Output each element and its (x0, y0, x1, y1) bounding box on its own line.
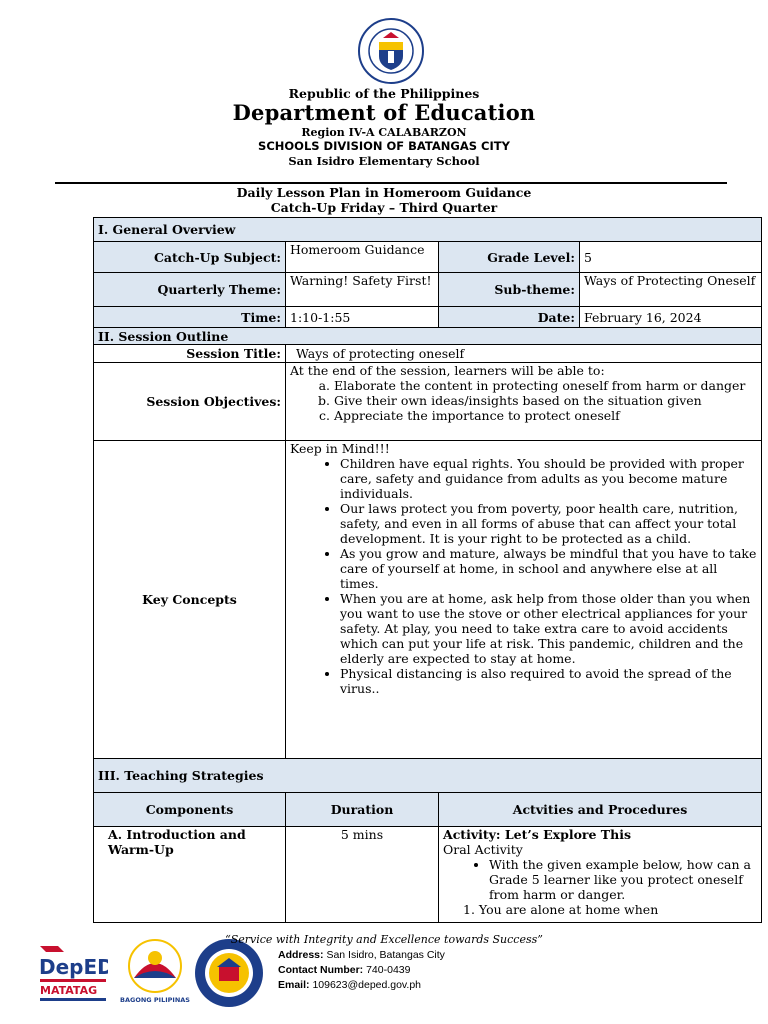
section-general-overview: I. General Overview (94, 218, 762, 242)
objectives-cell (286, 363, 762, 441)
list-item: • Our laws protect you from poverty, poor health care, nutrition, safety, and even in all forms of abuse that can affect your total development. It is your right to be protected as a child. (340, 501, 757, 546)
subject-label: Catch-Up Subject: (94, 242, 286, 273)
section-row-strategies (94, 759, 762, 793)
list-item: b. Give their own ideas/insights based on the situation given (334, 393, 757, 408)
col-duration: Duration (286, 793, 439, 827)
activity-title: Activity: Let’s Explore This (443, 827, 631, 842)
table-row (94, 273, 762, 307)
deped-seal-logo (358, 18, 424, 84)
email-label: Email: (278, 979, 310, 991)
footer-quote: “Service with Integrity and Excellence towards Success” (225, 933, 543, 946)
footer-email (278, 978, 445, 993)
bagong-wordmark: BAGONG PILIPINAS (120, 996, 190, 1004)
subtheme-value: Ways of Protecting Oneself (580, 273, 762, 307)
footer-address (278, 948, 445, 963)
list-item: • Children have equal rights. You should be provided with proper care, safety and guidance from adults as you become mature individuals. (340, 456, 757, 501)
time-label: Time: (94, 307, 286, 328)
col-components: Components (94, 793, 286, 827)
address-value: San Isidro, Batangas City (326, 949, 445, 961)
key-concepts-cell (286, 441, 762, 759)
key-concepts-label: Key Concepts (94, 441, 286, 759)
section-session-outline: II. Session Outline (94, 328, 762, 345)
table-row (94, 827, 762, 923)
session-title-label: Session Title: (94, 345, 286, 363)
section-row-outline (94, 328, 762, 345)
theme-label: Quarterly Theme: (94, 273, 286, 307)
section-teaching-strategies: III. Teaching Strategies (94, 759, 762, 793)
republic-line: Republic of the Philippines (288, 86, 480, 101)
table-row (94, 363, 762, 441)
lesson-plan-table (93, 217, 762, 923)
subject-value: Homeroom Guidance (286, 242, 439, 273)
session-title-value: Ways of protecting oneself (286, 345, 762, 363)
activity-bullets (443, 857, 757, 902)
address-label: Address: (278, 949, 324, 961)
table-row (94, 793, 762, 827)
key-concepts-intro: Keep in Mind!!! (290, 441, 390, 456)
school-seal-logo (193, 937, 265, 1009)
contact-label: Contact Number: (278, 964, 364, 976)
list-item: • As you grow and mature, always be mindful that you have to take care of yourself at home, in school and anywhere else at all times. (340, 546, 757, 591)
row1-activities (439, 827, 762, 923)
email-value: 109623@deped.gov.ph (312, 979, 421, 991)
matatag-wordmark: MATATAG (40, 984, 98, 997)
plan-title-line1: Daily Lesson Plan in Homeroom Guidance (236, 185, 532, 200)
footer-contact-block (278, 948, 445, 993)
department-title: Department of Education (232, 100, 536, 125)
table-row (94, 441, 762, 759)
list-item: • With the given example below, how can a Grade 5 learner like you protect oneself from harm or danger. (489, 857, 757, 902)
objectives-list (290, 378, 757, 423)
deped-matatag-logo (38, 942, 108, 1004)
objectives-label: Session Objectives: (94, 363, 286, 441)
activity-numbered-item: 1. You are alone at home when (463, 902, 659, 917)
division-line: SCHOOLS DIVISION OF BATANGAS CITY (258, 139, 510, 153)
theme-value: Warning! Safety First! (286, 273, 439, 307)
list-item: • Physical distancing is also required to avoid the spread of the virus.. (340, 666, 757, 696)
grade-label: Grade Level: (439, 242, 580, 273)
contact-value: 740-0439 (366, 964, 411, 976)
table-row (94, 345, 762, 363)
region-line: Region IV-A CALABARZON (301, 126, 467, 139)
section-row-overview (94, 218, 762, 242)
table-row (94, 307, 762, 328)
row1-component: A. Introduction and Warm-Up (94, 827, 286, 923)
plan-title-line2: Catch-Up Friday – Third Quarter (270, 200, 498, 215)
activity-type: Oral Activity (443, 842, 523, 857)
date-label: Date: (439, 307, 580, 328)
list-item: a. Elaborate the content in protecting oneself from harm or danger (334, 378, 757, 393)
row1-duration: 5 mins (286, 827, 439, 923)
col-activities: Actvities and Procedures (439, 793, 762, 827)
table-row (94, 242, 762, 273)
grade-value: 5 (580, 242, 762, 273)
key-concepts-list (290, 456, 757, 696)
header-divider (55, 182, 727, 184)
list-item: • When you are at home, ask help from those older than you when you want to use the stove or other electrical appliances for your safety. At play, you need to take extra care to avoid accidents which can put your life at risk. This pandemic, children and the elderly are expected to stay at home. (340, 591, 757, 666)
list-item: c. Appreciate the importance to protect oneself (334, 408, 757, 423)
plan-title (0, 185, 768, 215)
footer-contact (278, 963, 445, 978)
bagong-pilipinas-logo (120, 938, 190, 1006)
objectives-intro: At the end of the session, learners will be able to: (290, 363, 605, 378)
date-value: February 16, 2024 (580, 307, 762, 328)
deped-wordmark: DepED (39, 955, 108, 979)
school-line: San Isidro Elementary School (288, 154, 480, 168)
subtheme-label: Sub-theme: (439, 273, 580, 307)
time-value: 1:10-1:55 (286, 307, 439, 328)
